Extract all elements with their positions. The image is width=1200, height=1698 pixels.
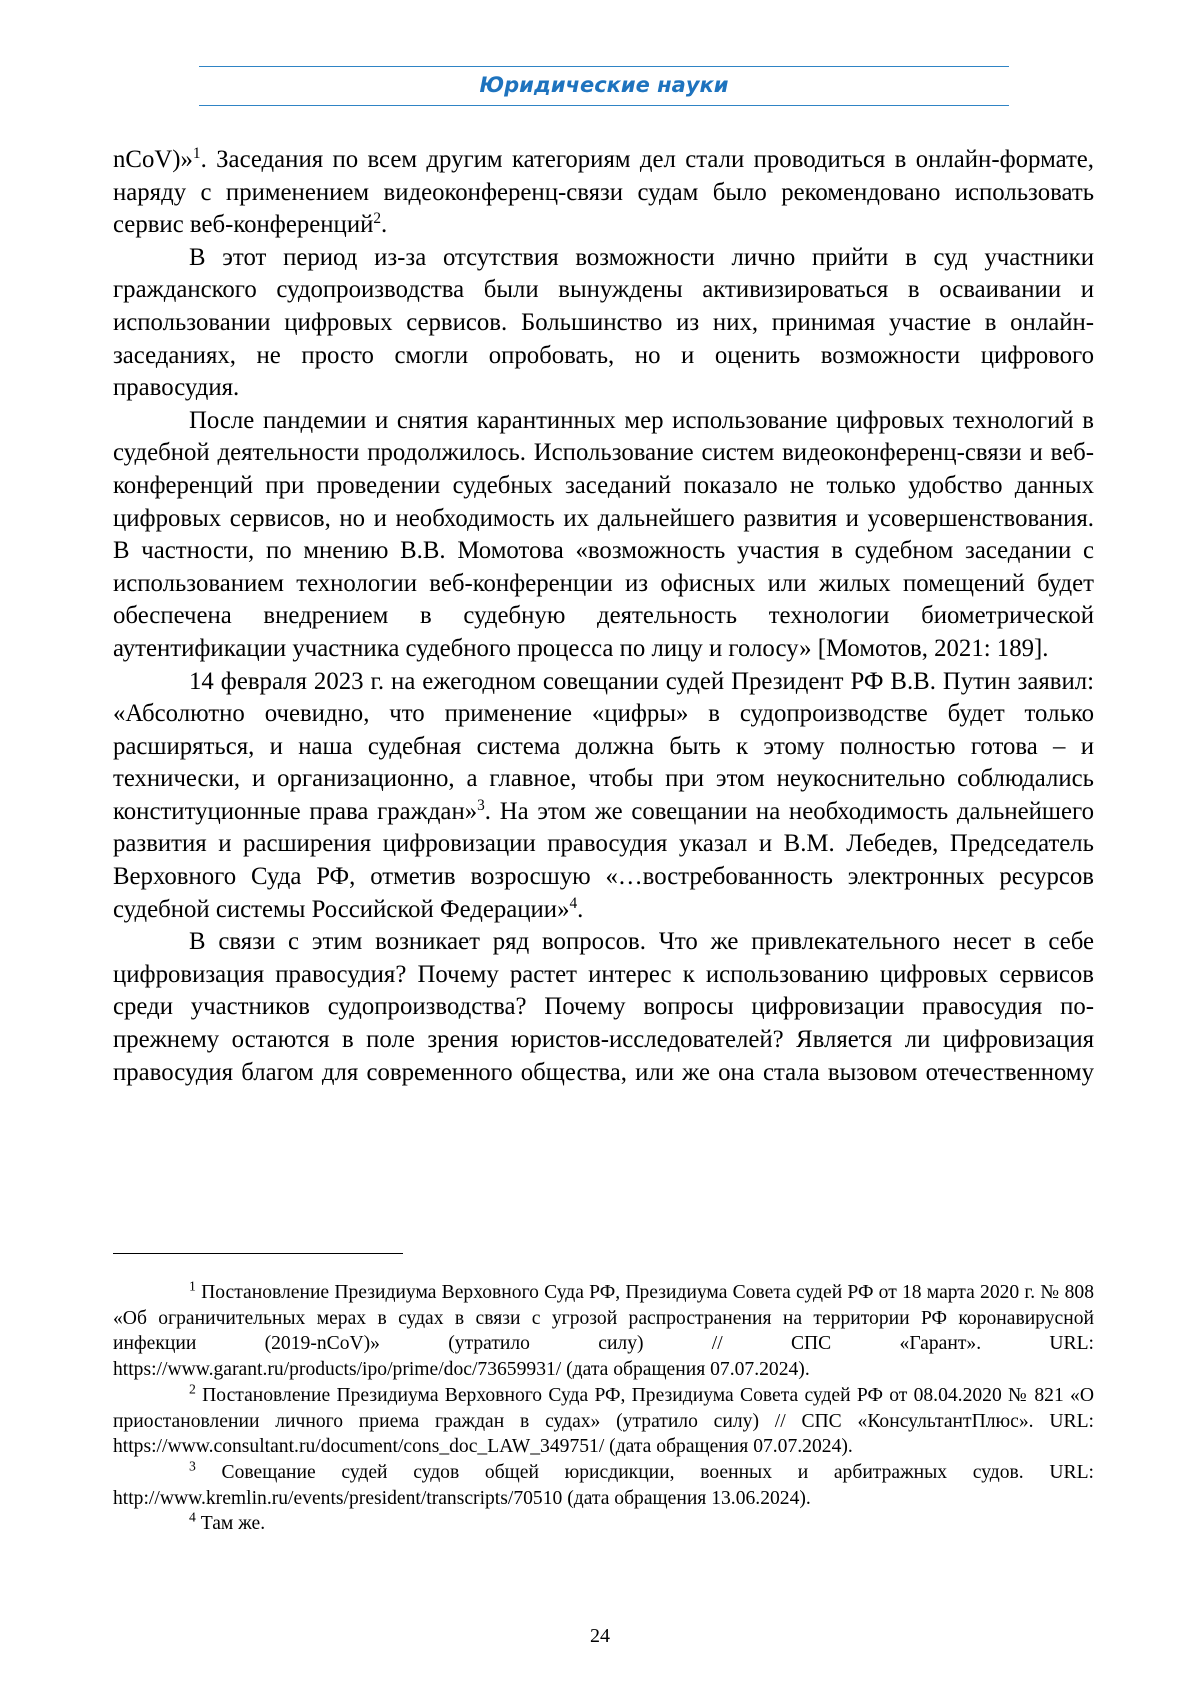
running-header <box>199 66 1009 106</box>
footnote-marker: 4 <box>189 1509 196 1525</box>
footnote-text: Совещание судей судов общей юрисдикции, военных и арбитражных судов. URL: http://www.kremlin.ru/events/president/transcripts/70510 (дата обращения 13.06.2024). <box>113 1461 1094 1509</box>
footnote-text: Там же. <box>195 1513 266 1535</box>
footnote-text: Постановление Президиума Верховного Суда РФ, Президиума Совета судей РФ от 18 марта 2020 г. № 808 «Об ограничительных мерах в судах в связи с угрозой распространения на территории РФ коронавирусной инфекции (2019-nCoV)» (утратило силу) // СПС «Гарант». URL: https://www.garant.ru/products/ipo/prime/doc/73659931/ (дата обращения 07.07.2024). <box>113 1282 1094 1381</box>
paragraph-1 <box>113 144 1094 242</box>
footnote-marker: 1 <box>189 1278 196 1294</box>
article-body <box>113 144 1094 1089</box>
footnote-separator <box>113 1253 403 1254</box>
footnote-text: Постановление Президиума Верховного Суда РФ, Президиума Совета судей РФ от 08.04.2020 № 821 «О приостановлении личного приема граждан в судах» (утратило силу) // СПС «КонсультантПлюс». URL: https://www.consultant.ru/document/cons_doc_LAW_349751/ (дата обращения 07.07.2024). <box>113 1384 1094 1458</box>
paragraph-4-text-b: . На этом же совещании на необходимость дальнейшего развития и расширения цифровизации правосудия указал и В.М. Лебедев, Председатель Верховного Суда РФ, отметив возросшую «…востребованность электронных ресурсов судебной системы Российской Федерации» <box>113 797 1094 923</box>
paragraph-5: В связи с этим возникает ряд вопросов. Что же привлекательного несет в себе цифровизация правосудия? Почему растет интерес к использованию цифровых сервисов среди участников судопроизводства? Почему вопросы цифровизации правосудия по-прежнему остаются в поле зрения юристов-исследователей? Является ли цифровизация правосудия благом для современного общества, или же она стала вызовом отечественному <box>113 928 1094 1086</box>
paragraph-1-text-a: nCoV)» <box>113 146 193 173</box>
footnote-marker: 3 <box>189 1458 196 1474</box>
footnotes <box>113 1280 1094 1537</box>
footnote-ref-2[interactable]: 2 <box>373 209 382 227</box>
footnote-marker: 2 <box>189 1381 196 1397</box>
paragraph-1-text-b: . Заседания по всем другим категориям дел стали проводиться в онлайн-формате, наряду с применением видеоконференц-связи судам было рекомендовано использовать сервис веб-конференций <box>113 146 1094 239</box>
footnote-3 <box>113 1460 1094 1511</box>
paragraph-4-text-a: 14 февраля 2023 г. на ежегодном совещании судей Президент РФ В.В. Путин заявил: «Абсолютно очевидно, что применение «цифры» в судопроизводстве будет только расширяться, и наша судебная система должна быть к этому полностью готова – и технически, и организационно, а главное, чтобы при этом неукоснительно соблюдались конституционные права граждан» <box>113 667 1094 825</box>
footnote-2 <box>113 1383 1094 1460</box>
paragraph-2: В этот период из-за отсутствия возможности лично прийти в суд участники гражданского судопроизводства были вынуждены активизироваться в осваивании и использовании цифровых сервисов. Большинство из них, принимая участие в онлайн-заседаниях, не просто смогли опробовать, но и оценить возможности цифрового правосудия. <box>113 243 1094 402</box>
paragraph-4-text-c: . <box>577 895 584 923</box>
paragraph-1-text-c: . <box>381 211 388 239</box>
page-number: 24 <box>590 1625 610 1647</box>
footnote-ref-4[interactable]: 4 <box>569 894 578 912</box>
journal-section-title: Юридические науки <box>479 73 729 97</box>
footnote-ref-1[interactable]: 1 <box>192 144 201 162</box>
header-bottom-rule <box>199 105 1009 106</box>
footnote-1 <box>113 1280 1094 1383</box>
paragraph-3: После пандемии и снятия карантинных мер использование цифровых технологий в судебной деятельности продолжилось. Использование систем видеоконференц-связи и веб-конференций при проведении судебных заседаний показало не только удобство данных цифровых сервисов, но и необходимость их дальнейшего развития и усовершенствования. В частности, по мнению В.В. Момотова «возможность участия в судебном заседании с использованием технологии веб-конференции из офисных или жилых помещений будет обеспечена внедрением в судебную деятельность технологии биометрической аутентификации участника судебного процесса по лицу и голосу» [Момотов, 2021: 189]. <box>113 406 1094 662</box>
footnote-ref-3[interactable]: 3 <box>477 796 485 814</box>
footnote-4 <box>113 1511 1094 1537</box>
paragraph-4 <box>113 666 1094 927</box>
